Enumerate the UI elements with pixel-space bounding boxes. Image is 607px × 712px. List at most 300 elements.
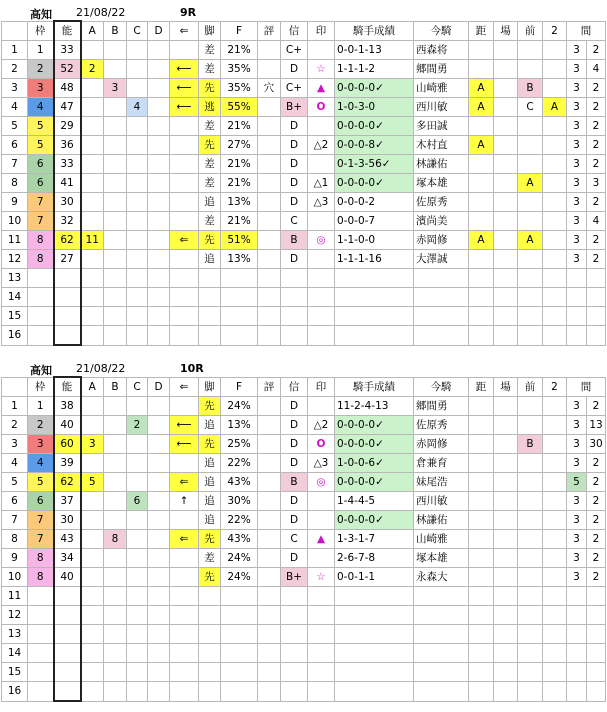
distance xyxy=(469,397,494,416)
venue: 高知 xyxy=(30,364,52,377)
mark: △2 xyxy=(308,416,335,435)
ability-score xyxy=(54,682,81,702)
ability-score xyxy=(54,587,81,606)
f-percent: 21% xyxy=(221,41,258,60)
previous xyxy=(518,530,543,549)
f-percent: 43% xyxy=(221,473,258,492)
rating xyxy=(258,587,281,606)
previous xyxy=(518,663,543,682)
mark: ☆ xyxy=(308,60,335,79)
interval-1: 3 xyxy=(567,397,587,416)
ability-score: 40 xyxy=(54,568,81,587)
ability-score xyxy=(54,644,81,663)
jockey-name: 郷間勇 xyxy=(414,397,469,416)
interval-2: 2 xyxy=(587,117,606,136)
second xyxy=(543,326,567,346)
interval-1 xyxy=(567,288,587,307)
table-row xyxy=(2,530,606,549)
distance xyxy=(469,606,494,625)
ability-score: 32 xyxy=(54,212,81,231)
arrow-indicator xyxy=(170,117,199,136)
running-style xyxy=(199,682,221,702)
confidence xyxy=(281,606,308,625)
distance xyxy=(469,644,494,663)
jockey-record: 0-0-0-0✓ xyxy=(335,473,414,492)
header-row xyxy=(2,21,606,41)
course xyxy=(494,568,518,587)
confidence: C xyxy=(281,530,308,549)
arrow-indicator: ⟵ xyxy=(170,98,199,117)
second xyxy=(543,663,567,682)
f-percent: 30% xyxy=(221,492,258,511)
interval-1 xyxy=(567,307,587,326)
running-style: 追 xyxy=(199,193,221,212)
f-percent: 21% xyxy=(221,174,258,193)
course xyxy=(494,663,518,682)
f-percent: 13% xyxy=(221,193,258,212)
confidence xyxy=(281,269,308,288)
horse-number: 3 xyxy=(2,435,28,454)
header-cell: ⇐ xyxy=(170,377,199,397)
confidence xyxy=(281,682,308,702)
col-c xyxy=(127,511,148,530)
race-title xyxy=(0,360,605,376)
course xyxy=(494,644,518,663)
col-c xyxy=(127,644,148,663)
arrow-indicator: ⟵ xyxy=(170,435,199,454)
distance xyxy=(469,435,494,454)
jockey-name: 赤岡修 xyxy=(414,435,469,454)
arrow-indicator: ⇐ xyxy=(170,231,199,250)
confidence: D xyxy=(281,136,308,155)
arrow-indicator xyxy=(170,587,199,606)
previous: A xyxy=(518,174,543,193)
confidence: B+ xyxy=(281,98,308,117)
interval-1: 5 xyxy=(567,473,587,492)
header-cell: B xyxy=(104,21,127,41)
jockey-record: 0-0-1-13 xyxy=(335,41,414,60)
col-b xyxy=(104,397,127,416)
header-cell: 能 xyxy=(54,377,81,397)
frame-number: 7 xyxy=(28,193,54,212)
col-a xyxy=(81,155,104,174)
horse-number: 2 xyxy=(2,60,28,79)
horse-number: 9 xyxy=(2,549,28,568)
distance xyxy=(469,587,494,606)
previous xyxy=(518,307,543,326)
jockey-record: 1-0-3-0 xyxy=(335,98,414,117)
horse-number: 16 xyxy=(2,326,28,346)
previous xyxy=(518,625,543,644)
header-cell: 前 xyxy=(518,377,543,397)
col-d xyxy=(148,606,170,625)
col-d xyxy=(148,60,170,79)
header-cell: 場 xyxy=(494,21,518,41)
jockey-record: 11-2-4-13 xyxy=(335,397,414,416)
frame-number: 7 xyxy=(28,212,54,231)
table-row xyxy=(2,136,606,155)
second xyxy=(543,644,567,663)
interval-2: 2 xyxy=(587,473,606,492)
f-percent: 35% xyxy=(221,60,258,79)
table-row xyxy=(2,454,606,473)
interval-1: 3 xyxy=(567,117,587,136)
jockey-record: 0-0-0-2 xyxy=(335,193,414,212)
running-style: 逃 xyxy=(199,98,221,117)
col-d xyxy=(148,79,170,98)
ability-score xyxy=(54,663,81,682)
running-style: 差 xyxy=(199,60,221,79)
col-d xyxy=(148,288,170,307)
col-b xyxy=(104,231,127,250)
col-b xyxy=(104,511,127,530)
distance xyxy=(469,269,494,288)
arrow-indicator xyxy=(170,307,199,326)
jockey-name: 木村直 xyxy=(414,136,469,155)
course xyxy=(494,79,518,98)
horse-number: 12 xyxy=(2,250,28,269)
confidence: D xyxy=(281,511,308,530)
second xyxy=(543,117,567,136)
header-cell: D xyxy=(148,21,170,41)
course xyxy=(494,41,518,60)
confidence: D xyxy=(281,117,308,136)
rating: 穴 xyxy=(258,79,281,98)
f-percent: 13% xyxy=(221,416,258,435)
col-a xyxy=(81,174,104,193)
f-percent: 21% xyxy=(221,155,258,174)
jockey-record: 1-4-4-5 xyxy=(335,492,414,511)
mark xyxy=(308,549,335,568)
race-number: 9R xyxy=(180,6,197,19)
running-style xyxy=(199,644,221,663)
header-cell: 評 xyxy=(258,377,281,397)
header-cell: 距 xyxy=(469,377,494,397)
running-style xyxy=(199,625,221,644)
mark xyxy=(308,307,335,326)
horse-number: 9 xyxy=(2,193,28,212)
running-style: 追 xyxy=(199,492,221,511)
rating xyxy=(258,250,281,269)
rating xyxy=(258,60,281,79)
col-d xyxy=(148,625,170,644)
jockey-name: 西川敏 xyxy=(414,98,469,117)
ability-score: 38 xyxy=(54,397,81,416)
header-cell: 評 xyxy=(258,21,281,41)
rating xyxy=(258,416,281,435)
jockey-name xyxy=(414,606,469,625)
race-date: 21/08/22 xyxy=(76,6,126,19)
col-d xyxy=(148,492,170,511)
running-style: 差 xyxy=(199,155,221,174)
col-c xyxy=(127,435,148,454)
col-d xyxy=(148,473,170,492)
second xyxy=(543,568,567,587)
arrow-indicator xyxy=(170,193,199,212)
frame-number: 8 xyxy=(28,568,54,587)
interval-1 xyxy=(567,606,587,625)
mark xyxy=(308,41,335,60)
mark xyxy=(308,663,335,682)
race-date: 21/08/22 xyxy=(76,362,126,375)
f-percent: 21% xyxy=(221,212,258,231)
arrow-indicator: ⇐ xyxy=(170,473,199,492)
distance xyxy=(469,511,494,530)
col-c xyxy=(127,663,148,682)
mark xyxy=(308,117,335,136)
col-d xyxy=(148,663,170,682)
rating xyxy=(258,231,281,250)
table-row xyxy=(2,435,606,454)
frame-number: 5 xyxy=(28,473,54,492)
col-c xyxy=(127,117,148,136)
col-a: 3 xyxy=(81,435,104,454)
interval-1: 3 xyxy=(567,568,587,587)
course xyxy=(494,492,518,511)
confidence: B xyxy=(281,231,308,250)
ability-score: 33 xyxy=(54,41,81,60)
course xyxy=(494,511,518,530)
col-d xyxy=(148,587,170,606)
course xyxy=(494,250,518,269)
distance xyxy=(469,41,494,60)
second xyxy=(543,530,567,549)
col-b xyxy=(104,663,127,682)
interval-1: 3 xyxy=(567,231,587,250)
course xyxy=(494,288,518,307)
interval-1 xyxy=(567,625,587,644)
interval-2: 2 xyxy=(587,549,606,568)
col-c xyxy=(127,79,148,98)
jockey-name: 佐原秀 xyxy=(414,193,469,212)
mark xyxy=(308,397,335,416)
col-a xyxy=(81,98,104,117)
rating xyxy=(258,136,281,155)
header-cell: 前 xyxy=(518,21,543,41)
interval-1: 3 xyxy=(567,250,587,269)
horse-number: 14 xyxy=(2,644,28,663)
confidence xyxy=(281,307,308,326)
confidence: C xyxy=(281,212,308,231)
running-style xyxy=(199,269,221,288)
interval-1 xyxy=(567,326,587,346)
mark xyxy=(308,587,335,606)
rating xyxy=(258,530,281,549)
mark: △1 xyxy=(308,174,335,193)
col-a xyxy=(81,269,104,288)
table-row xyxy=(2,568,606,587)
interval-1: 3 xyxy=(567,136,587,155)
header-cell: C xyxy=(127,377,148,397)
course xyxy=(494,326,518,346)
rating xyxy=(258,625,281,644)
horse-number: 15 xyxy=(2,663,28,682)
f-percent: 25% xyxy=(221,435,258,454)
header-cell: 印 xyxy=(308,21,335,41)
frame-number: 8 xyxy=(28,231,54,250)
arrow-indicator: ⇐ xyxy=(170,530,199,549)
interval-2: 4 xyxy=(587,212,606,231)
interval-1: 3 xyxy=(567,530,587,549)
f-percent xyxy=(221,682,258,702)
jockey-name: 妹尾浩 xyxy=(414,473,469,492)
frame-number: 8 xyxy=(28,250,54,269)
jockey-name xyxy=(414,269,469,288)
header-cell: 能 xyxy=(54,21,81,41)
col-a xyxy=(81,326,104,346)
col-a xyxy=(81,41,104,60)
rating xyxy=(258,288,281,307)
confidence: D xyxy=(281,492,308,511)
rating xyxy=(258,682,281,702)
venue: 高知 xyxy=(30,8,52,21)
f-percent xyxy=(221,606,258,625)
jockey-name xyxy=(414,682,469,702)
col-b xyxy=(104,606,127,625)
second xyxy=(543,435,567,454)
horse-number: 10 xyxy=(2,568,28,587)
ability-score xyxy=(54,606,81,625)
running-style: 先 xyxy=(199,79,221,98)
interval-2: 4 xyxy=(587,60,606,79)
table-row xyxy=(2,511,606,530)
ability-score xyxy=(54,625,81,644)
interval-2: 2 xyxy=(587,492,606,511)
col-a xyxy=(81,416,104,435)
previous xyxy=(518,606,543,625)
col-c xyxy=(127,288,148,307)
second xyxy=(543,231,567,250)
f-percent xyxy=(221,625,258,644)
horse-number: 3 xyxy=(2,79,28,98)
running-style: 追 xyxy=(199,416,221,435)
header-cell: 脚 xyxy=(199,21,221,41)
rating xyxy=(258,454,281,473)
col-b xyxy=(104,60,127,79)
header-cell: 信 xyxy=(281,21,308,41)
course xyxy=(494,60,518,79)
col-b: 3 xyxy=(104,79,127,98)
second xyxy=(543,397,567,416)
col-d xyxy=(148,117,170,136)
interval-2: 3 xyxy=(587,174,606,193)
ability-score: 43 xyxy=(54,530,81,549)
col-d xyxy=(148,136,170,155)
distance xyxy=(469,416,494,435)
second xyxy=(543,625,567,644)
rating xyxy=(258,117,281,136)
col-a xyxy=(81,549,104,568)
jockey-name: 林謙佑 xyxy=(414,155,469,174)
table-row xyxy=(2,644,606,663)
f-percent: 27% xyxy=(221,136,258,155)
col-c: 4 xyxy=(127,98,148,117)
table-row xyxy=(2,212,606,231)
header-cell: B xyxy=(104,377,127,397)
interval-2 xyxy=(587,663,606,682)
table-row xyxy=(2,492,606,511)
col-c xyxy=(127,568,148,587)
header-cell: 印 xyxy=(308,377,335,397)
col-c xyxy=(127,231,148,250)
mark xyxy=(308,682,335,702)
col-b xyxy=(104,307,127,326)
frame-number xyxy=(28,326,54,346)
frame-number xyxy=(28,269,54,288)
header-cell: A xyxy=(81,377,104,397)
confidence xyxy=(281,587,308,606)
f-percent xyxy=(221,326,258,346)
second: A xyxy=(543,98,567,117)
previous xyxy=(518,117,543,136)
confidence: D xyxy=(281,454,308,473)
f-percent: 24% xyxy=(221,568,258,587)
frame-number: 5 xyxy=(28,136,54,155)
ability-score: 41 xyxy=(54,174,81,193)
f-percent: 43% xyxy=(221,530,258,549)
jockey-record xyxy=(335,587,414,606)
horse-number: 14 xyxy=(2,288,28,307)
mark: O xyxy=(308,98,335,117)
jockey-name: 大澤誠 xyxy=(414,250,469,269)
entry-table xyxy=(1,376,606,702)
interval-1: 3 xyxy=(567,454,587,473)
jockey-name xyxy=(414,307,469,326)
confidence: C+ xyxy=(281,79,308,98)
running-style: 差 xyxy=(199,549,221,568)
header-cell: D xyxy=(148,377,170,397)
interval-2 xyxy=(587,644,606,663)
rating xyxy=(258,663,281,682)
jockey-record: 0-0-0-0✓ xyxy=(335,416,414,435)
interval-2: 13 xyxy=(587,416,606,435)
col-d xyxy=(148,307,170,326)
horse-number: 13 xyxy=(2,269,28,288)
col-a xyxy=(81,307,104,326)
running-style xyxy=(199,663,221,682)
f-percent: 22% xyxy=(221,511,258,530)
ability-score: 34 xyxy=(54,549,81,568)
col-a xyxy=(81,193,104,212)
horse-number: 10 xyxy=(2,212,28,231)
mark xyxy=(308,212,335,231)
ability-score xyxy=(54,288,81,307)
frame-number xyxy=(28,587,54,606)
previous xyxy=(518,60,543,79)
col-d xyxy=(148,397,170,416)
table-row xyxy=(2,663,606,682)
header-cell: 枠 xyxy=(28,21,54,41)
interval-1 xyxy=(567,269,587,288)
course xyxy=(494,682,518,702)
arrow-indicator: ⟵ xyxy=(170,416,199,435)
f-percent xyxy=(221,663,258,682)
mark: ◎ xyxy=(308,231,335,250)
distance xyxy=(469,549,494,568)
frame-number xyxy=(28,307,54,326)
running-style xyxy=(199,326,221,346)
jockey-name xyxy=(414,644,469,663)
horse-number: 16 xyxy=(2,682,28,702)
header-cell: 信 xyxy=(281,377,308,397)
header-cell: 脚 xyxy=(199,377,221,397)
rating xyxy=(258,492,281,511)
col-a xyxy=(81,492,104,511)
course xyxy=(494,231,518,250)
confidence xyxy=(281,288,308,307)
distance xyxy=(469,174,494,193)
arrow-indicator xyxy=(170,397,199,416)
